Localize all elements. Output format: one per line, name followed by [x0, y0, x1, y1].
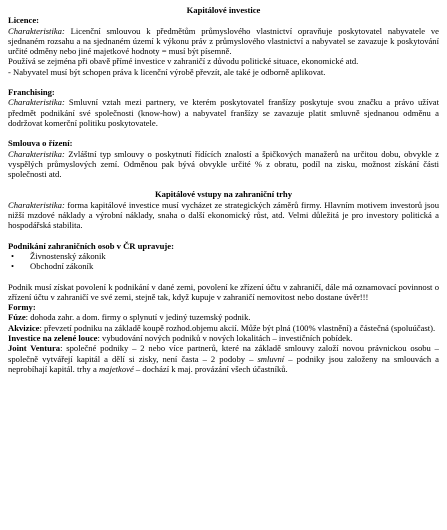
entry-definition	[8, 200, 439, 231]
regulation-list	[8, 251, 439, 272]
entry-lead: Charakteristika:	[8, 199, 65, 210]
joint-venture-text-2: – podniky jsou založeny na smlouvách a neprobíhají kapitál. trhy a	[8, 353, 439, 374]
title-capital-entry: Kapitálové vstupy na zahraniční trhy	[154, 189, 293, 200]
form-merger	[8, 312, 439, 322]
acquisition-text: : převzetí podniku na základě koupě rozhod.objemu akcií. Může být plná (100% vlastnění) a částečná (spoluúčast).	[39, 322, 436, 333]
regulation-text: Podnik musí získat povolení k podnikání v dané zemi, povolení ke zřízení účtu v zahraničí, dále má oznamovací povinnost o zřízení účtu v zahraničí ve své zemi, stejně tak, když kupuje v zahraničí nemovitost nebo dostane úvěr!!!	[8, 281, 439, 302]
greenfield-text: : vybudování nových podniků v nových lokalitách – investičních pobídek.	[97, 333, 353, 344]
entry-text: forma kapitálové investice musí vycházet ze strategických záměrů firmy. Hlavním motivem investorů jsou nižší mzdové náklady a výrobní náklady, snaha o další ekonomický růst, atd. Velmi důležitá je pro investory politická a hospodářská stabilita.	[8, 199, 439, 231]
list-item	[8, 251, 439, 261]
merger-text: : dohoda zahr. a dom. firmy o splynutí v jediný tuzemský podnik.	[25, 312, 251, 323]
title-capital-investments: Kapitálové investice	[186, 5, 261, 15]
bullet-icon: •	[11, 250, 15, 261]
regulation-heading: Podnikání zahraničních osob v ČR upravuje:	[8, 240, 174, 251]
forms-heading: Formy:	[8, 302, 36, 313]
section-licence	[8, 15, 439, 77]
joint-venture-text-3: – dochází k maj. provázání všech účastníků.	[133, 363, 288, 374]
management-heading: Smlouva o řízení:	[8, 138, 73, 149]
franchising-definition	[8, 97, 439, 128]
franchising-lead: Charakteristika:	[8, 97, 65, 108]
form-joint-venture	[8, 343, 439, 374]
section-forms	[8, 302, 439, 374]
bullet-icon: •	[11, 261, 15, 272]
licence-lead: Charakteristika:	[8, 25, 65, 36]
management-definition	[8, 149, 439, 180]
licence-definition	[8, 26, 439, 57]
franchising-heading: Franchising:	[8, 87, 55, 98]
licence-usage: Používá se zejména při obavě přímé investice v zahraničí z důvodu politické situace, ekonomické atd.	[8, 56, 359, 67]
section-management-contract	[8, 138, 439, 179]
section-franchising	[8, 87, 439, 128]
licence-heading: Licence:	[8, 15, 40, 26]
licence-text: Licenční smlouvou k předmětům průmyslového vlastnictví opravňuje poskytovatel nabyvatele ve sjednaném rozsahu a na sjednaném území k výkonu práv z průmyslového vlastnictví a nabyvatel se zavazuje k poskytování určité odměny nebo jiné majetkové hodnoty = musí být písemně.	[8, 25, 439, 57]
merger-label: Fúze	[8, 312, 26, 323]
management-lead: Charakteristika:	[8, 148, 65, 159]
joint-venture-text-1: : společné podniky – 2 nebo více partnerů, které na základě smlouvy založí novou právnickou osobu – společně vytvářejí kapitál a dělí si zisky, není časta – 2 podoby –	[8, 343, 439, 364]
franchising-text: Smluvní vztah mezi partnery, ve kterém poskytovatel franšízy poskytuje svou značku a právo užívat předmět podnikání své společnosti (know-how) a nabyvatel franšízy se zavazuje platit smluvně sjednanou odměnu a dodržovat komerční politiku poskytovatele.	[8, 97, 439, 128]
greenfield-label: Investice na zelené louce	[8, 333, 98, 344]
joint-venture-label: Joint Ventura	[8, 343, 61, 354]
form-acquisition	[8, 323, 439, 333]
joint-venture-contractual: smluvní	[257, 353, 285, 364]
acquisition-label: Akvizice	[8, 322, 40, 333]
list-item-label: Obchodní zákoník	[30, 261, 94, 272]
joint-venture-equity: majetkové	[98, 363, 134, 374]
form-greenfield	[8, 333, 439, 343]
licence-note: - Nabyvatel musí být schopen práva k licenční výrobě převzít, ale také je odborně aplikovat.	[8, 66, 326, 77]
list-item-label: Živnostenský zákonik	[30, 250, 106, 261]
section-regulation	[8, 241, 439, 272]
list-item	[8, 261, 439, 271]
management-text: Zvláštní typ smlouvy o poskytnutí řídících znalostí a špičkových manažerů na určitou dobu, obvykle z vyspělých průmyslových zemí. Odměnou pak bývá obvykle určité % z obratu, podíl na zisku, možnost získání části společnosti atd.	[8, 148, 439, 180]
